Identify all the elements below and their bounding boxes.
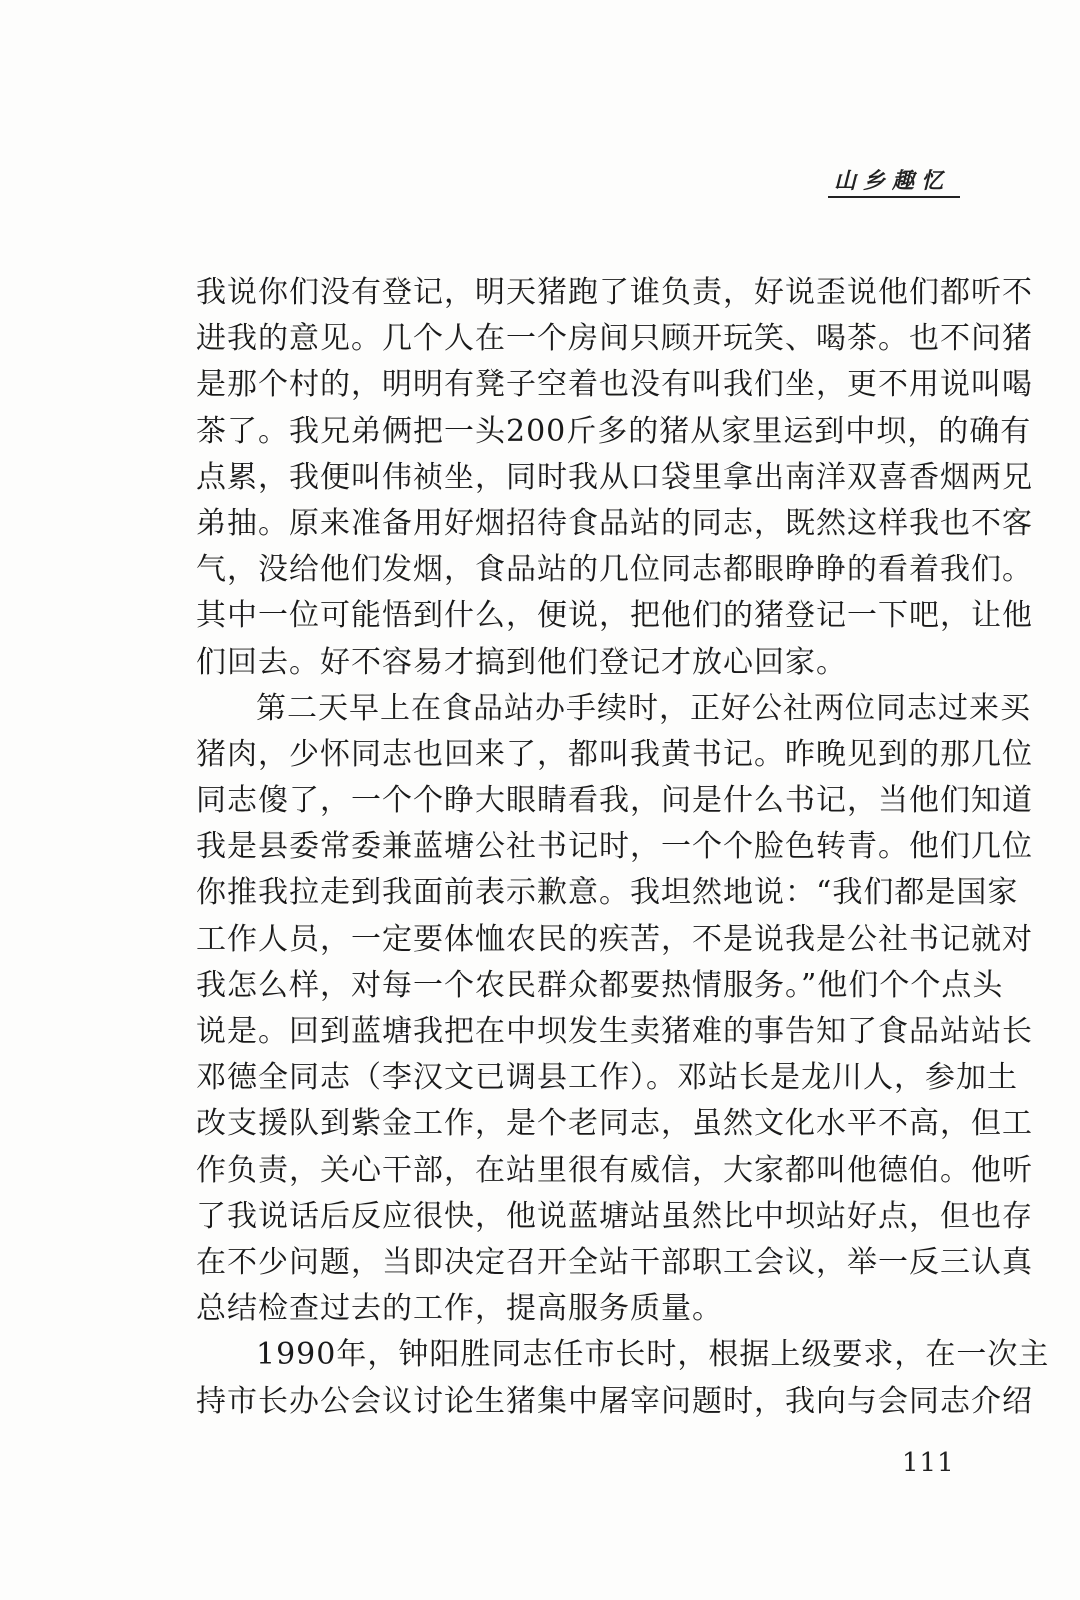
text-line: 工作人员，一定要体恤农民的疾苦，不是说我是公社书记就对: [196, 921, 1033, 957]
text-line: 我说你们没有登记，明天猪跑了谁负责，好说歪说他们都听不: [196, 275, 1033, 310]
text-line: 我是县委常委兼蓝塘公社书记时，一个个脸色转青。他们几位: [196, 829, 1033, 865]
text-line: 说是。回到蓝塘我把在中坝发生卖猪难的事告知了食品站站长: [196, 1014, 1033, 1049]
text-line: 猪肉，少怀同志也回来了，都叫我黄书记。昨晚见到的那几位: [196, 736, 1033, 772]
paragraph-start-line: 第二天早上在食品站办手续时，正好公社两位同志过来买: [256, 690, 1031, 726]
text-line: 是那个村的，明明有凳子空着也没有叫我们坐，更不用说叫喝: [196, 367, 1033, 403]
running-header: [828, 164, 960, 198]
text-line: 你推我拉走到我面前表示歉意。我坦然地说：“我们都是国家: [196, 875, 1019, 911]
text-line: 了我说话后反应很快，他说蓝塘站虽然比中坝站好点，但也存: [196, 1198, 1033, 1234]
text-line: 作负责，关心干部，在站里很有威信，大家都叫他德伯。他听: [196, 1152, 1033, 1188]
text-line: 茶了。我兄弟俩把一头200斤多的猪从家里运到中坝，的确有: [196, 413, 1032, 449]
running-header-title: 山乡趣忆: [834, 168, 951, 194]
text-line: 邓德全同志（李汉文已调县工作）。邓站长是龙川人，参加土: [196, 1060, 1018, 1096]
text-line: 其中一位可能悟到什么，便说，把他们的猪登记一下吧，让他: [196, 598, 1033, 634]
text-line: 点累，我便叫伟祯坐，同时我从口袋里拿出南洋双喜香烟两兄: [196, 459, 1033, 495]
page-number: 111: [902, 1448, 955, 1478]
text-line: 气，没给他们发烟，食品站的几位同志都眼睁睁的看着我们。: [196, 552, 1033, 588]
text-line: 改支援队到紫金工作，是个老同志，虽然文化水平不高，但工: [196, 1106, 1033, 1142]
text-line: 总结检查过去的工作，提高服务质量。: [196, 1291, 723, 1327]
text-line: 们回去。好不容易才搞到他们登记才放心回家。: [196, 644, 847, 680]
text-line: 进我的意见。几个人在一个房间只顾开玩笑、喝茶。也不问猪: [196, 321, 1033, 357]
text-line: 同志傻了，一个个睁大眼睛看我，问是什么书记，当他们知道: [196, 783, 1033, 819]
text-line: 我怎么样，对每一个农民群众都要热情服务。”他们个个点头: [196, 967, 1004, 1003]
text-line: 在不少问题，当即决定召开全站干部职工会议，举一反三认真: [196, 1244, 1033, 1280]
text-line: 弟抽。原来准备用好烟招待食品站的同志，既然这样我也不客: [196, 505, 1033, 541]
body-text: [196, 270, 1050, 1425]
text-line: 持市长办公会议讨论生猪集中屠宰问题时，我向与会同志介绍: [196, 1383, 1033, 1419]
paragraph-start-line: 1990年，钟阳胜同志任市长时，根据上级要求，在一次主: [256, 1337, 1050, 1373]
header-rule: [828, 196, 960, 198]
